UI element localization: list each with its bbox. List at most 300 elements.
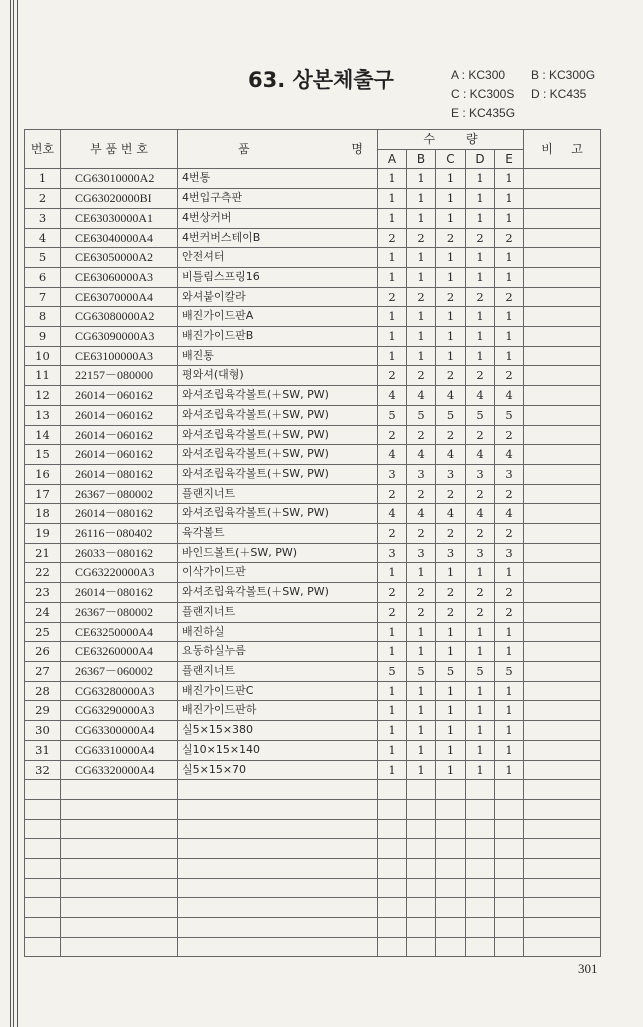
qty-c: 1	[436, 681, 466, 701]
qty-d: 1	[466, 740, 495, 760]
qty-a: 1	[378, 169, 407, 189]
qty-e: 2	[495, 425, 524, 445]
empty-cell	[25, 858, 61, 878]
remark	[524, 425, 601, 445]
qty-d: 1	[466, 563, 495, 583]
qty-c: 1	[436, 208, 466, 228]
table-row	[25, 681, 601, 701]
part-name: 실5×15×70	[178, 760, 378, 780]
empty-cell	[178, 819, 378, 839]
row-number: 25	[25, 622, 61, 642]
row-number: 32	[25, 760, 61, 780]
part-name: 평와셔(대형)	[178, 366, 378, 386]
qty-c: 2	[436, 484, 466, 504]
remark	[524, 169, 601, 189]
qty-c: 2	[436, 366, 466, 386]
row-number: 7	[25, 287, 61, 307]
empty-cell	[495, 918, 524, 938]
remark	[524, 563, 601, 583]
row-number: 23	[25, 583, 61, 603]
part-name: 비틀림스프링16	[178, 267, 378, 287]
empty-cell	[61, 937, 178, 957]
qty-e: 1	[495, 346, 524, 366]
empty-cell	[378, 839, 407, 859]
qty-a: 1	[378, 622, 407, 642]
part-number: CG63080000A2	[61, 307, 178, 327]
table-row	[25, 760, 601, 780]
header-no: 번호	[25, 130, 61, 169]
qty-c: 3	[436, 543, 466, 563]
qty-a: 4	[378, 445, 407, 465]
qty-b: 1	[407, 248, 436, 268]
part-name: 4번통	[178, 169, 378, 189]
empty-cell	[61, 858, 178, 878]
part-number: 26033－080162	[61, 543, 178, 563]
qty-e: 1	[495, 701, 524, 721]
row-number: 3	[25, 208, 61, 228]
qty-e: 3	[495, 464, 524, 484]
row-number: 5	[25, 248, 61, 268]
remark	[524, 267, 601, 287]
parts-table	[24, 129, 601, 957]
qty-e: 5	[495, 661, 524, 681]
part-number: 26367－060002	[61, 661, 178, 681]
header-part-no: 부 품 번 호	[61, 130, 178, 169]
qty-e: 2	[495, 366, 524, 386]
row-number: 18	[25, 504, 61, 524]
qty-c: 1	[436, 169, 466, 189]
qty-c: 2	[436, 524, 466, 544]
remark	[524, 740, 601, 760]
empty-cell	[407, 898, 436, 918]
qty-d: 1	[466, 642, 495, 662]
qty-b: 4	[407, 445, 436, 465]
qty-a: 2	[378, 583, 407, 603]
qty-b: 1	[407, 307, 436, 327]
empty-row	[25, 898, 601, 918]
part-number: 26014－080162	[61, 464, 178, 484]
empty-cell	[407, 878, 436, 898]
empty-cell	[178, 799, 378, 819]
part-number: 26014－060162	[61, 405, 178, 425]
qty-e: 1	[495, 563, 524, 583]
remark	[524, 228, 601, 248]
empty-cell	[378, 799, 407, 819]
qty-d: 2	[466, 524, 495, 544]
empty-cell	[495, 819, 524, 839]
table-row	[25, 248, 601, 268]
remark	[524, 484, 601, 504]
empty-cell	[61, 878, 178, 898]
table-row	[25, 307, 601, 327]
qty-e: 1	[495, 307, 524, 327]
remark	[524, 346, 601, 366]
part-name: 와셔조립육각볼트(＋SW, PW)	[178, 386, 378, 406]
empty-cell	[61, 918, 178, 938]
page-number: 301	[578, 961, 598, 976]
row-number: 22	[25, 563, 61, 583]
part-number: 26014－060162	[61, 386, 178, 406]
qty-a: 1	[378, 760, 407, 780]
row-number: 2	[25, 189, 61, 209]
empty-cell	[61, 898, 178, 918]
qty-c: 5	[436, 661, 466, 681]
empty-cell	[25, 898, 61, 918]
row-number: 29	[25, 701, 61, 721]
row-number: 6	[25, 267, 61, 287]
part-name: 플랜지너트	[178, 661, 378, 681]
empty-row	[25, 780, 601, 800]
qty-c: 1	[436, 563, 466, 583]
legend-c: C : KC300S	[451, 87, 515, 101]
header-col-b: B	[407, 149, 436, 169]
empty-cell	[61, 780, 178, 800]
remark	[524, 189, 601, 209]
legend-d: D : KC435	[531, 87, 587, 101]
empty-cell	[378, 898, 407, 918]
row-number: 8	[25, 307, 61, 327]
qty-a: 1	[378, 740, 407, 760]
remark	[524, 701, 601, 721]
part-name: 4번상커버	[178, 208, 378, 228]
qty-b: 2	[407, 366, 436, 386]
qty-b: 1	[407, 169, 436, 189]
part-number: CG63090000A3	[61, 327, 178, 347]
page-title: 63. 상본체출구	[248, 68, 394, 92]
part-name: 배진가이드판A	[178, 307, 378, 327]
empty-cell	[178, 839, 378, 859]
table-row	[25, 425, 601, 445]
empty-cell	[407, 858, 436, 878]
table-row	[25, 445, 601, 465]
table-row	[25, 661, 601, 681]
table-row	[25, 524, 601, 544]
qty-a: 4	[378, 504, 407, 524]
part-number: 26367－080002	[61, 602, 178, 622]
header-qty	[378, 130, 524, 150]
qty-b: 1	[407, 701, 436, 721]
part-number: 26014－060162	[61, 425, 178, 445]
empty-cell	[466, 799, 495, 819]
table-row	[25, 701, 601, 721]
part-name: 배진가이드판C	[178, 681, 378, 701]
table-row	[25, 366, 601, 386]
empty-cell	[495, 780, 524, 800]
qty-d: 2	[466, 602, 495, 622]
table-row	[25, 602, 601, 622]
row-number: 10	[25, 346, 61, 366]
qty-e: 2	[495, 484, 524, 504]
part-name: 배진통	[178, 346, 378, 366]
qty-b: 1	[407, 189, 436, 209]
qty-e: 2	[495, 228, 524, 248]
qty-b: 5	[407, 405, 436, 425]
qty-a: 1	[378, 327, 407, 347]
row-number: 13	[25, 405, 61, 425]
row-number: 27	[25, 661, 61, 681]
empty-cell	[495, 898, 524, 918]
table-row	[25, 169, 601, 189]
empty-cell	[25, 819, 61, 839]
empty-row	[25, 918, 601, 938]
empty-cell	[178, 780, 378, 800]
part-name: 요동하실누름	[178, 642, 378, 662]
qty-d: 1	[466, 208, 495, 228]
qty-a: 4	[378, 386, 407, 406]
part-number: CG63010000A2	[61, 169, 178, 189]
empty-cell	[436, 918, 466, 938]
part-name: 와셔조립육각볼트(＋SW, PW)	[178, 464, 378, 484]
table-row	[25, 504, 601, 524]
table-row	[25, 208, 601, 228]
part-number: CG63320000A4	[61, 760, 178, 780]
remark	[524, 405, 601, 425]
qty-b: 1	[407, 346, 436, 366]
empty-row	[25, 839, 601, 859]
part-number: CE63260000A4	[61, 642, 178, 662]
qty-b: 3	[407, 464, 436, 484]
part-name: 와셔조립육각볼트(＋SW, PW)	[178, 583, 378, 603]
qty-b: 2	[407, 602, 436, 622]
table-row	[25, 622, 601, 642]
table-row	[25, 386, 601, 406]
empty-cell	[466, 937, 495, 957]
qty-e: 1	[495, 208, 524, 228]
empty-row	[25, 819, 601, 839]
empty-cell	[524, 878, 601, 898]
empty-cell	[407, 937, 436, 957]
table-row	[25, 189, 601, 209]
qty-d: 1	[466, 681, 495, 701]
row-number: 19	[25, 524, 61, 544]
empty-cell	[466, 819, 495, 839]
part-number: 26014－080162	[61, 504, 178, 524]
part-name: 이삭가이드판	[178, 563, 378, 583]
qty-a: 1	[378, 563, 407, 583]
qty-d: 2	[466, 287, 495, 307]
qty-e: 1	[495, 248, 524, 268]
row-number: 30	[25, 721, 61, 741]
qty-a: 5	[378, 661, 407, 681]
empty-cell	[466, 839, 495, 859]
part-name: 실10×15×140	[178, 740, 378, 760]
table-row	[25, 267, 601, 287]
table-row	[25, 740, 601, 760]
qty-c: 1	[436, 701, 466, 721]
empty-cell	[378, 780, 407, 800]
empty-cell	[378, 937, 407, 957]
qty-e: 3	[495, 543, 524, 563]
empty-cell	[407, 819, 436, 839]
table-row	[25, 228, 601, 248]
qty-d: 4	[466, 445, 495, 465]
remark	[524, 248, 601, 268]
legend-a: A : KC300	[451, 68, 506, 82]
qty-e: 1	[495, 721, 524, 741]
table-row	[25, 583, 601, 603]
part-number: CE63250000A4	[61, 622, 178, 642]
header-remark-2: 고	[571, 141, 583, 156]
empty-cell	[524, 819, 601, 839]
row-number: 11	[25, 366, 61, 386]
qty-a: 1	[378, 189, 407, 209]
part-number: 22157－080000	[61, 366, 178, 386]
table-row	[25, 287, 601, 307]
qty-a: 3	[378, 543, 407, 563]
qty-d: 5	[466, 405, 495, 425]
empty-cell	[25, 878, 61, 898]
part-name: 배진가이드판하	[178, 701, 378, 721]
qty-a: 2	[378, 524, 407, 544]
row-number: 9	[25, 327, 61, 347]
qty-b: 2	[407, 425, 436, 445]
header-col-a: A	[378, 149, 407, 169]
qty-b: 1	[407, 563, 436, 583]
empty-cell	[407, 918, 436, 938]
empty-cell	[524, 799, 601, 819]
qty-a: 2	[378, 366, 407, 386]
qty-b: 4	[407, 386, 436, 406]
remark	[524, 661, 601, 681]
empty-cell	[178, 937, 378, 957]
qty-a: 1	[378, 267, 407, 287]
remark	[524, 583, 601, 603]
qty-e: 4	[495, 445, 524, 465]
qty-d: 1	[466, 622, 495, 642]
qty-d: 3	[466, 464, 495, 484]
empty-cell	[436, 858, 466, 878]
qty-a: 1	[378, 248, 407, 268]
qty-d: 4	[466, 504, 495, 524]
empty-cell	[407, 839, 436, 859]
qty-c: 3	[436, 464, 466, 484]
qty-c: 1	[436, 248, 466, 268]
qty-a: 2	[378, 484, 407, 504]
empty-row	[25, 799, 601, 819]
empty-cell	[466, 858, 495, 878]
legend-b: B : KC300G	[531, 68, 596, 82]
empty-cell	[25, 839, 61, 859]
binding-line	[10, 0, 11, 1027]
row-number: 12	[25, 386, 61, 406]
remark	[524, 543, 601, 563]
empty-cell	[466, 898, 495, 918]
part-name: 4번입구측판	[178, 189, 378, 209]
qty-d: 4	[466, 386, 495, 406]
binding-line	[13, 0, 14, 1027]
qty-b: 1	[407, 208, 436, 228]
header-remark-1: 비	[541, 141, 553, 156]
part-number: 26014－080162	[61, 583, 178, 603]
qty-d: 2	[466, 425, 495, 445]
qty-b: 1	[407, 681, 436, 701]
qty-e: 2	[495, 524, 524, 544]
part-number: CG63020000BI	[61, 189, 178, 209]
qty-c: 2	[436, 583, 466, 603]
empty-cell	[378, 878, 407, 898]
empty-cell	[466, 780, 495, 800]
part-number: 26367－080002	[61, 484, 178, 504]
qty-e: 1	[495, 267, 524, 287]
row-number: 14	[25, 425, 61, 445]
header-col-e: E	[495, 149, 524, 169]
part-number: CE63030000A1	[61, 208, 178, 228]
part-name: 와셔조립육각볼트(＋SW, PW)	[178, 405, 378, 425]
empty-cell	[524, 918, 601, 938]
empty-row	[25, 858, 601, 878]
qty-b: 1	[407, 327, 436, 347]
qty-d: 1	[466, 327, 495, 347]
table-row	[25, 464, 601, 484]
empty-cell	[436, 819, 466, 839]
qty-a: 1	[378, 307, 407, 327]
row-number: 31	[25, 740, 61, 760]
empty-cell	[495, 937, 524, 957]
empty-cell	[61, 819, 178, 839]
row-number: 1	[25, 169, 61, 189]
qty-c: 5	[436, 405, 466, 425]
empty-cell	[436, 878, 466, 898]
qty-d: 1	[466, 701, 495, 721]
header-col-d: D	[466, 149, 495, 169]
qty-c: 4	[436, 504, 466, 524]
qty-e: 1	[495, 169, 524, 189]
qty-d: 1	[466, 307, 495, 327]
empty-cell	[524, 780, 601, 800]
empty-cell	[524, 937, 601, 957]
part-name: 플랜지너트	[178, 484, 378, 504]
qty-d: 2	[466, 484, 495, 504]
part-name: 플랜지너트	[178, 602, 378, 622]
qty-b: 5	[407, 661, 436, 681]
remark	[524, 602, 601, 622]
qty-a: 1	[378, 208, 407, 228]
qty-c: 1	[436, 189, 466, 209]
table-row	[25, 346, 601, 366]
remark	[524, 504, 601, 524]
qty-e: 1	[495, 642, 524, 662]
part-number: CE63040000A4	[61, 228, 178, 248]
remark	[524, 307, 601, 327]
header-name-1: 품	[238, 141, 250, 156]
qty-c: 1	[436, 346, 466, 366]
remark	[524, 681, 601, 701]
qty-c: 1	[436, 307, 466, 327]
header-remark	[524, 130, 601, 169]
qty-b: 2	[407, 228, 436, 248]
qty-d: 5	[466, 661, 495, 681]
qty-e: 1	[495, 681, 524, 701]
row-number: 24	[25, 602, 61, 622]
empty-cell	[436, 839, 466, 859]
part-number: CG63310000A4	[61, 740, 178, 760]
part-number: CG63300000A4	[61, 721, 178, 741]
qty-b: 4	[407, 504, 436, 524]
qty-a: 2	[378, 287, 407, 307]
empty-cell	[178, 858, 378, 878]
remark	[524, 287, 601, 307]
header-qty-2: 량	[465, 132, 478, 146]
empty-cell	[178, 878, 378, 898]
qty-b: 1	[407, 642, 436, 662]
empty-cell	[495, 799, 524, 819]
qty-e: 1	[495, 327, 524, 347]
remark	[524, 622, 601, 642]
qty-d: 2	[466, 583, 495, 603]
empty-cell	[25, 937, 61, 957]
qty-b: 3	[407, 543, 436, 563]
empty-cell	[436, 937, 466, 957]
